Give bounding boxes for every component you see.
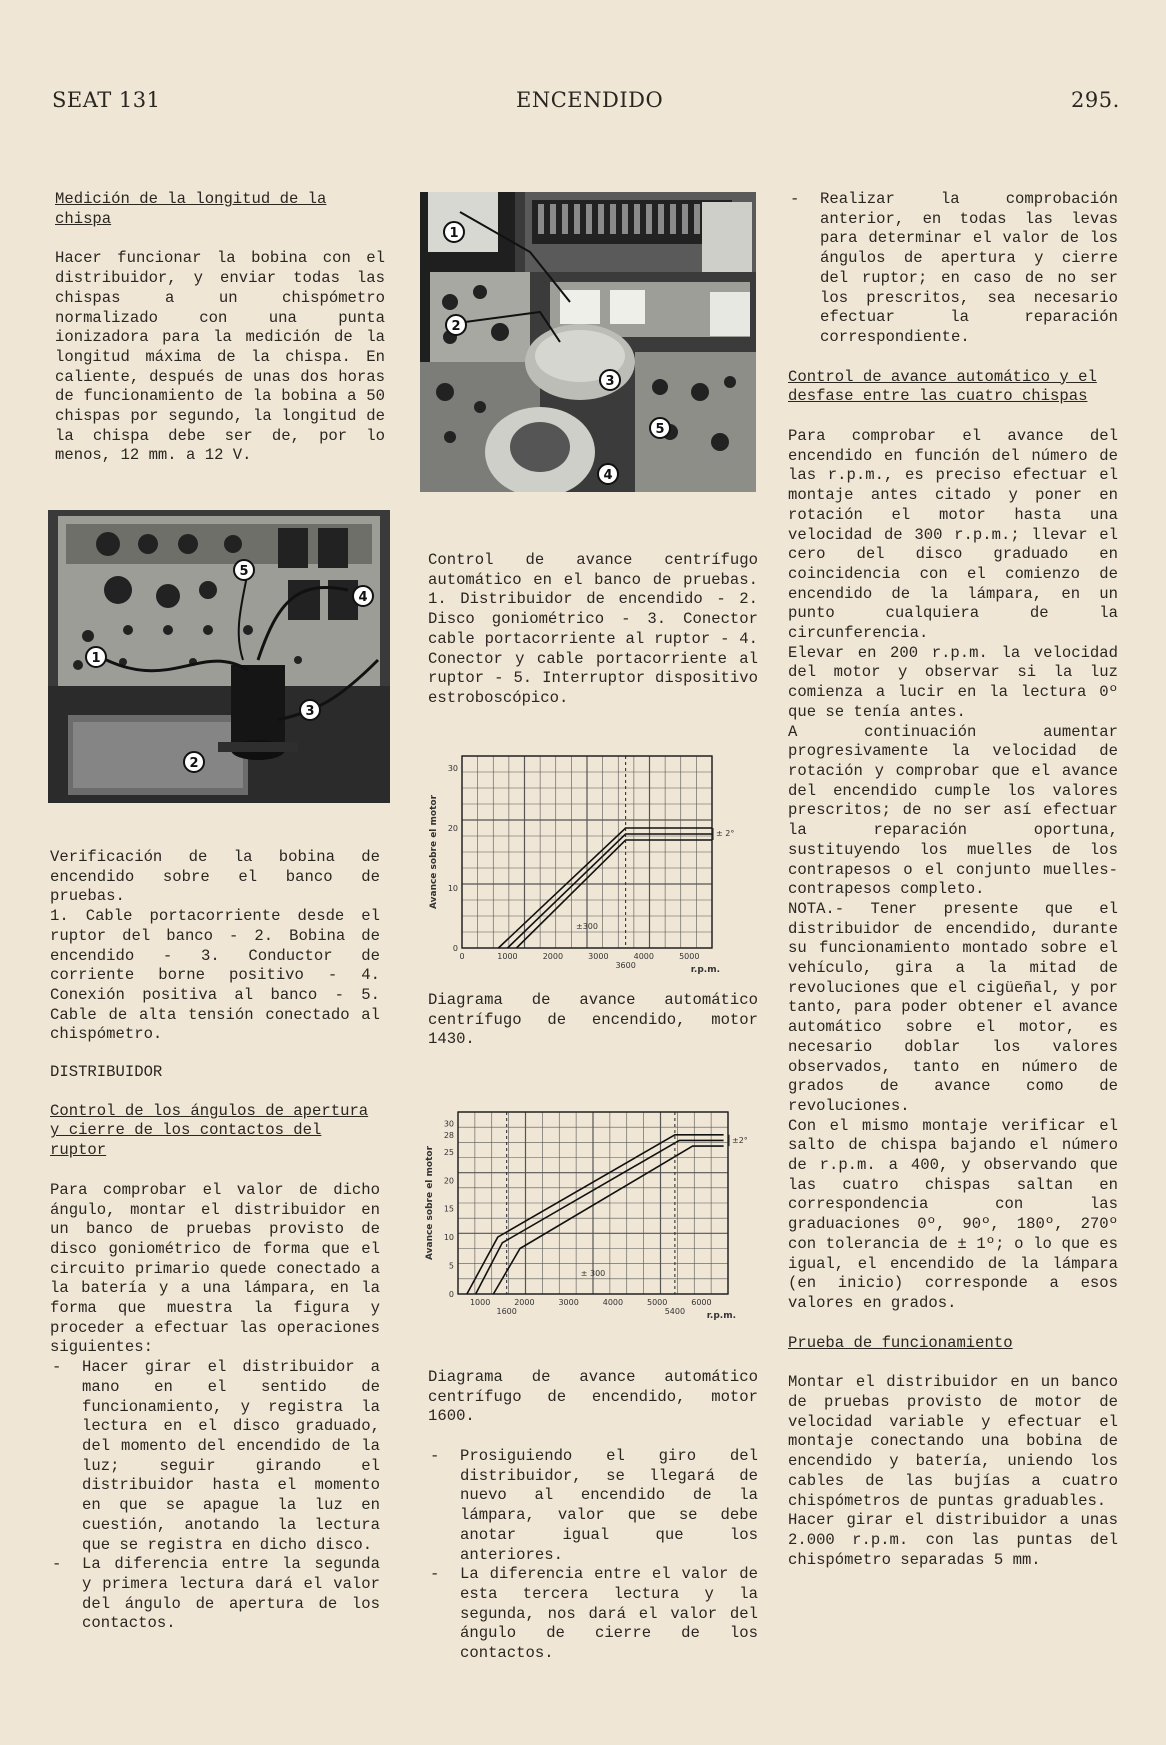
x-tick-label: 3600 [615, 961, 636, 970]
section-heading-operation-test: Prueba de funcionamiento [788, 1333, 1013, 1352]
y-tick-label: 20 [443, 1176, 454, 1186]
series-line-1 [498, 828, 712, 948]
y-tick-label: 15 [443, 1204, 454, 1214]
list-item: - Realizar la comprobación anterior, en todas las levas para determinar el valor de los ángulos de apertura y cierre del ruptor; en caso de no ser los prescritos, sea necesario efectuar la reparación correspondiente. [788, 190, 1118, 348]
x-tick-label: 3000 [558, 1298, 579, 1307]
x-tick-label: 1600 [496, 1307, 517, 1316]
annotation: ± 300 [580, 1268, 606, 1278]
procedure-list [50, 1358, 380, 1634]
x-tick-label: 6000 [691, 1298, 712, 1307]
paragraph: Para comprobar el valor de dicho ángulo, montar el distribuidor en un banco de pruebas provisto de disco goniométrico de forma que el circuito primario quede conectado a la batería y a una lámpara, en la forma que muestra la figura y proceder a efectuar las operaciones siguientes: [50, 1180, 380, 1357]
list-item: - La diferencia entre la segunda y primera lectura dará el valor del ángulo de apertura de los contactos. [50, 1555, 380, 1634]
svg-text:3: 3 [305, 704, 315, 719]
x-axis-label: r.p.m. [690, 965, 720, 975]
series-line-2 [508, 834, 713, 948]
column-2-bottom [428, 1447, 758, 1664]
section-title-distribuidor: DISTRIBUIDOR [50, 1063, 163, 1082]
x-tick-label: 4000 [633, 952, 654, 961]
x-tick-label: 1000 [497, 952, 518, 961]
paragraph: Hacer funcionar la bobina con el distribuidor, y enviar todas las chispas a un chispómetro normalizado con una punta ionizadora para la medición de la longitud máxima de la chispa. En caliente, después de unas dos horas de funcionamiento de la bobina a 50 chispas por segundo, la longitud de la chispa debe ser de, por lo menos, 12 mm. a 12 V. [55, 249, 385, 465]
y-tick-label: 10 [447, 884, 458, 893]
annotation: ± 2° [716, 829, 735, 838]
section-heading-advance: Control de avance automático y el desfase entre las cuatro chispas [788, 367, 1097, 406]
column-1-top [55, 190, 385, 466]
x-axis-label: r.p.m. [706, 1311, 736, 1321]
paragraph: Con el mismo montaje verificar el salto de chispa bajando el número de r.p.m. a 400, y observando que las cuatro chispas saltan en correspondencia con las graduaciones 0º, 90º, 180º, 270º con tolerancia de ± 1º; o lo que es igual, el encendido de la lámpara (en inicio) corresponde a esos valores en grados. [788, 1116, 1118, 1312]
paragraph: A continuación aumentar progresivamente la velocidad de rotación y comprobar que el avance del encendido cumple los valores prescritos; de no ser así efectuar la reparación oportuna, sustituyendo los muelles de los contrapesos o el conjunto muelles-contrapesos completo. [788, 722, 1118, 899]
annotation: ±2° [732, 1135, 748, 1145]
paragraph: Elevar en 200 r.p.m. la velocidad del motor y observar si la luz comienza a lucir en la lectura 0º que se tenía antes. [788, 643, 1118, 721]
page-number: 295. [1071, 88, 1120, 112]
y-tick-label: 28 [443, 1130, 454, 1140]
caption-chart-1600: Diagrama de avance automático centrífugo de encendido, motor 1600. [428, 1368, 758, 1426]
svg-text:2: 2 [189, 756, 199, 771]
y-tick-label: 5 [448, 1261, 454, 1271]
svg-text:2: 2 [451, 319, 461, 334]
x-tick-label: 4000 [602, 1298, 624, 1307]
list-item: - Prosiguiendo el giro del distribuidor, se llegará de nuevo al encendido de la lámpara, valor que se debe anotar igual que los anteriores. [428, 1447, 758, 1565]
procedure-list [428, 1447, 758, 1664]
caption-coil-test: Verificación de la bobina de encendido sobre el banco de pruebas. 1. Cable portacorriente desde el ruptor del banco - 2. Bobina de encendido - 3. Conductor de corriente borne positivo - 4. Conexión positiva al banco - 5. Cable de alta tensión conectado al chispómetro. [50, 848, 380, 1044]
svg-text:4: 4 [603, 468, 613, 483]
header-title: ENCENDIDO [516, 88, 664, 112]
header-left: SEAT 131 [52, 88, 161, 112]
paragraph: Para comprobar el avance del encendido en función del número de las r.p.m., es preciso efectuar el montaje antes citado y poner en rotación el motor hasta una velocidad de 300 r.p.m.; llevar el cero del disco graduado en coincidencia con el comienzo de encendido de la lámpara, en un punto cualquiera de la circunferencia. [788, 427, 1118, 643]
x-tick-label: 5000 [647, 1298, 668, 1307]
annotation: ±300 [576, 921, 598, 931]
paragraph: Montar el distribuidor en un banco de pruebas provisto de motor de velocidad variable y efectuar el montaje conectando una bobina de encendido y batería, uniendo los cables de las bujías a cuatro chispómetros de puntas graduables. [788, 1373, 1118, 1510]
section-heading-spark-length: Medición de la longitud de la chispa [55, 190, 327, 228]
paragraph: Hacer girar el distribuidor a unas 2.000 r.p.m. con las puntas del chispómetro separadas 5 mm. [788, 1511, 1118, 1569]
y-axis-label: Avance sobre el motor [425, 1145, 435, 1261]
column-3 [788, 190, 1118, 1570]
svg-text:1: 1 [91, 651, 101, 666]
y-axis-label: Avance sobre el motor [429, 794, 439, 910]
x-tick-label: 2000 [542, 952, 564, 961]
y-tick-label: 0 [448, 1290, 454, 1299]
list-item: - La diferencia entre el valor de esta tercera lectura y la segunda, nos dará el valor del ángulo de cierre de los contactos. [428, 1565, 758, 1664]
y-tick-label: 0 [452, 944, 458, 953]
photo-coil-test-bench [48, 510, 390, 803]
procedure-list [788, 190, 1118, 348]
y-tick-label: 30 [447, 764, 458, 773]
paragraph-note: NOTA.- Tener presente que el distribuidor de encendido, durante su funcionamiento montado sobre el vehículo, gira a la mitad de revoluciones que el cigüeñal, y por tanto, para poder obtener el avance automático sobre el motor, es necesario doblar los valores observados, tanto en número de grados de avance como de revoluciones. [788, 899, 1118, 1115]
chart-plot [429, 756, 734, 975]
caption-chart-1430: Diagrama de avance automático centrífugo de encendido, motor 1430. [428, 991, 758, 1049]
x-tick-label: 1000 [469, 1298, 491, 1307]
svg-text:1: 1 [449, 226, 459, 241]
x-tick-label: 2000 [514, 1298, 535, 1307]
x-tick-label: 3000 [588, 952, 609, 961]
chart-advance-1600 [420, 1106, 760, 1328]
x-tick-label: 5000 [679, 952, 700, 961]
column-1-bottom [50, 848, 380, 1634]
caption-advance-test: Control de avance centrífugo automático en el banco de pruebas. 1. Distribuidor de encendido - 2. Disco goniométrico - 3. Conector cable portacorriente al ruptor - 4. Conector y cable portacorriente al ruptor - 5. Interruptor dispositivo estroboscópico. [428, 551, 758, 707]
y-tick-label: 20 [447, 824, 458, 833]
photo-advance-test-bench [420, 192, 756, 492]
x-tick-label: 0 [459, 952, 465, 961]
svg-text:5: 5 [655, 422, 665, 437]
chart-advance-1430 [420, 748, 760, 980]
svg-text:4: 4 [358, 590, 368, 605]
svg-text:3: 3 [605, 374, 615, 389]
svg-text:5: 5 [239, 564, 249, 579]
y-tick-label: 30 [443, 1119, 454, 1129]
x-tick-label: 5400 [664, 1307, 686, 1316]
y-tick-label: 10 [443, 1233, 454, 1243]
y-tick-label: 25 [443, 1147, 454, 1157]
list-item: - Hacer girar el distribuidor a mano en el sentido de funcionamiento, y registra la lectura en el disco graduado, del momento del encendido de la luz; seguir girando el distribuidor hasta el momento en que se apague la luz en cuestión, anotando la lectura que se registra en dicho disco. [50, 1358, 380, 1555]
section-heading-angles: Control de los ángulos de apertura y cierre de los contactos del ruptor [50, 1101, 369, 1160]
chart-plot [425, 1112, 748, 1321]
